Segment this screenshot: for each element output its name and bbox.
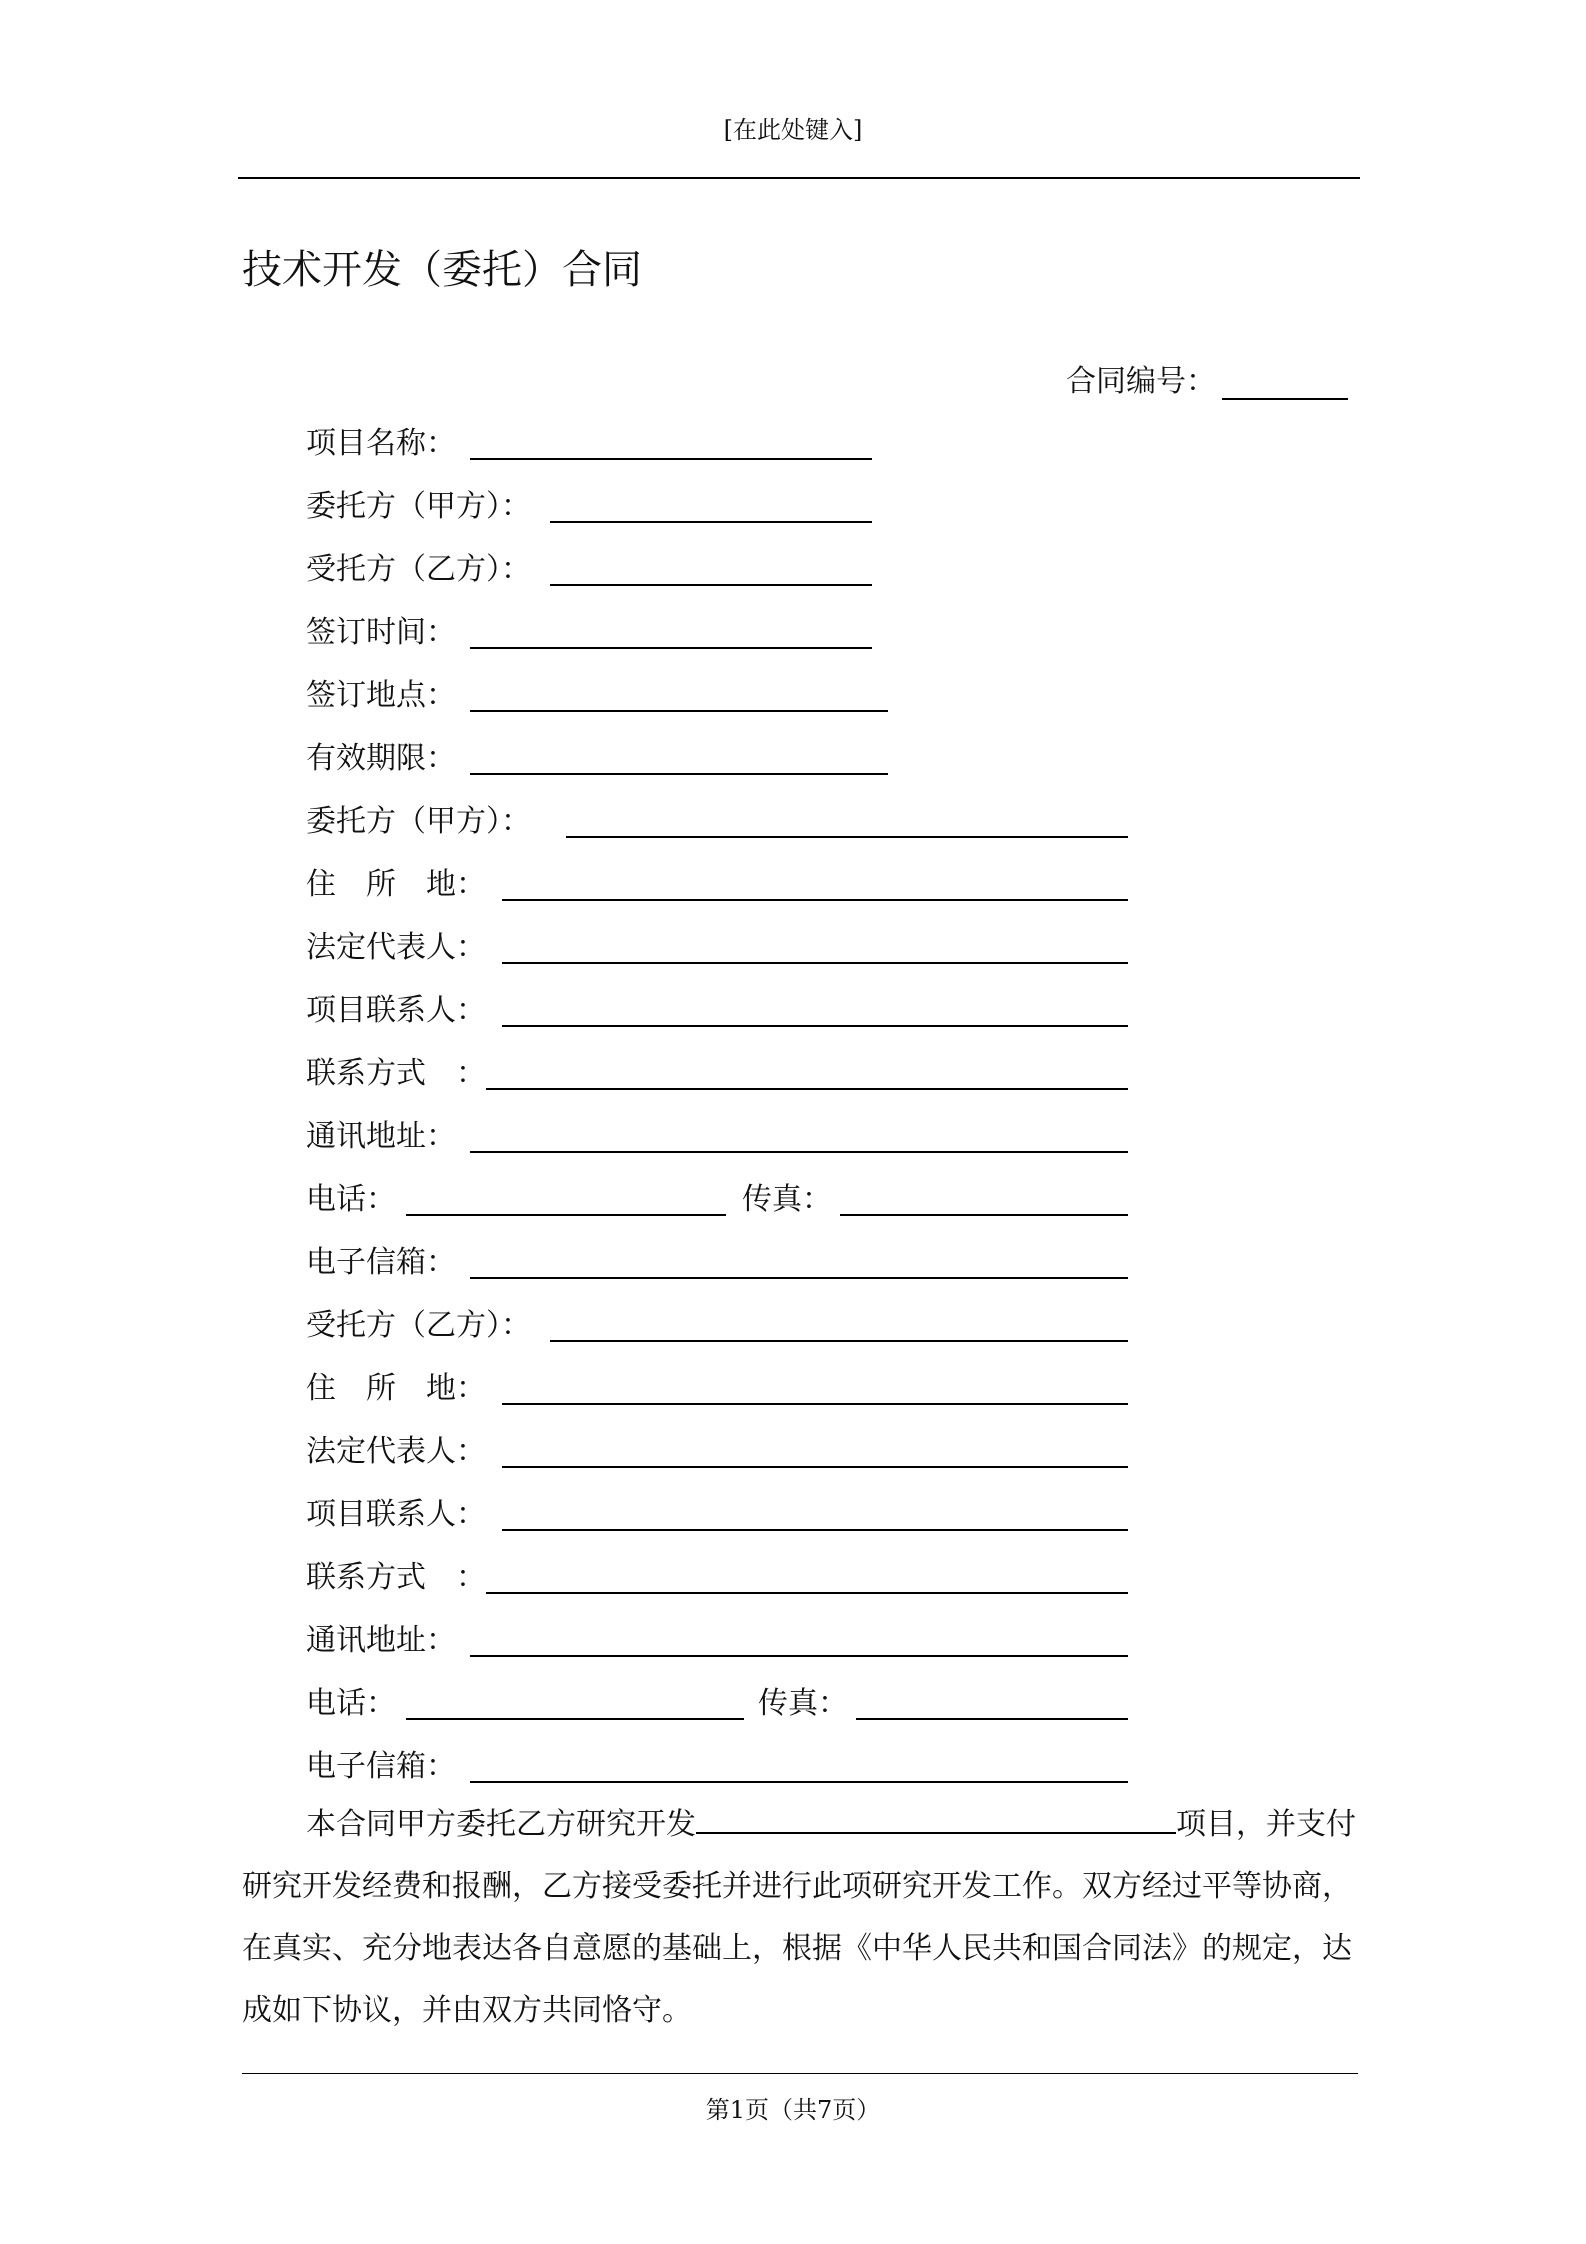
field-client xyxy=(306,481,1426,525)
field-label: 电子信箱： xyxy=(306,1749,456,1784)
party-a-legal-rep xyxy=(306,922,1426,966)
field-blank[interactable] xyxy=(470,710,888,712)
field-validity xyxy=(306,733,1426,777)
field-sign-place xyxy=(306,670,1426,714)
field-label: 法定代表人： xyxy=(306,1434,486,1469)
field-label: 委托方（甲方）： xyxy=(306,489,531,524)
field-blank[interactable] xyxy=(550,584,872,586)
field-label: 住 所 地： xyxy=(306,867,486,902)
fax-label: 传真： xyxy=(758,1686,848,1721)
party-a-address xyxy=(306,859,1426,903)
field-blank[interactable] xyxy=(502,1529,1128,1531)
header-rule xyxy=(238,177,1360,179)
field-blank[interactable] xyxy=(550,521,872,523)
field-blank[interactable] xyxy=(470,458,872,460)
phone-blank[interactable] xyxy=(406,1214,726,1216)
field-blank[interactable] xyxy=(470,647,872,649)
party-b-address xyxy=(306,1363,1426,1407)
contract-number-label: 合同编号： xyxy=(1066,364,1216,399)
party-b-legal-rep xyxy=(306,1426,1426,1470)
field-blank[interactable] xyxy=(470,773,888,775)
party-b-mail-address xyxy=(306,1615,1426,1659)
party-a-contact-method xyxy=(306,1048,1426,1092)
field-blank[interactable] xyxy=(502,1403,1128,1405)
field-label: 联系方式 ： xyxy=(306,1560,486,1595)
field-blank[interactable] xyxy=(486,1088,1128,1090)
field-blank[interactable] xyxy=(502,899,1128,901)
page-header: [在此处键入] xyxy=(723,116,863,144)
fax-blank[interactable] xyxy=(856,1718,1128,1720)
field-label: 有效期限： xyxy=(306,741,456,776)
party-b-contact-method xyxy=(306,1552,1426,1596)
field-project-name xyxy=(306,418,1426,462)
field-blank[interactable] xyxy=(502,1466,1128,1468)
field-contractor xyxy=(306,544,1426,588)
field-label: 项目联系人： xyxy=(306,993,486,1028)
field-blank[interactable] xyxy=(566,836,1128,838)
field-blank[interactable] xyxy=(470,1151,1128,1153)
fax-blank[interactable] xyxy=(840,1214,1128,1216)
fax-label: 传真： xyxy=(742,1182,832,1217)
field-label: 委托方（甲方）： xyxy=(306,804,531,839)
page-footer: 第1页（共7页） xyxy=(705,2096,881,2124)
party-a-contact-person xyxy=(306,985,1426,1029)
field-blank[interactable] xyxy=(470,1655,1128,1657)
field-label: 通讯地址： xyxy=(306,1119,456,1154)
field-label: 项目名称： xyxy=(306,426,456,461)
party-a-phone-fax xyxy=(306,1174,1426,1218)
field-blank[interactable] xyxy=(502,962,1128,964)
field-blank[interactable] xyxy=(502,1025,1128,1027)
preamble-part1: 本合同甲方委托乙方研究开发 xyxy=(306,1807,696,1842)
document-title: 技术开发（委托）合同 xyxy=(242,247,642,293)
preamble-part2: 项目，并支付研究开发经费和报酬，乙方接受委托并进行此项研究开发工作。双方经过平等协商，在真实、充分地表达各自意愿的基础上，根据《中华人民共和国合同法》的规定，达成如下协议，并由双方共同恪守。 xyxy=(242,1807,1356,2028)
field-blank[interactable] xyxy=(470,1781,1128,1783)
field-blank[interactable] xyxy=(486,1592,1128,1594)
party-a-heading xyxy=(306,796,1426,840)
field-label: 法定代表人： xyxy=(306,930,486,965)
field-blank[interactable] xyxy=(550,1340,1128,1342)
field-blank[interactable] xyxy=(470,1277,1128,1279)
contract-number-blank[interactable] xyxy=(1222,397,1348,400)
party-a-mail-address xyxy=(306,1111,1426,1155)
field-sign-date xyxy=(306,607,1426,651)
contract-number xyxy=(1066,356,1348,400)
party-b-phone-fax xyxy=(306,1678,1426,1722)
field-label: 住 所 地： xyxy=(306,1371,486,1406)
field-label: 电话： xyxy=(306,1686,396,1721)
party-b-contact-person xyxy=(306,1489,1426,1533)
party-b-email xyxy=(306,1741,1426,1785)
field-label: 电话： xyxy=(306,1182,396,1217)
field-label: 受托方（乙方）： xyxy=(306,552,531,587)
field-label: 通讯地址： xyxy=(306,1623,456,1658)
party-b-heading xyxy=(306,1300,1426,1344)
project-name-blank[interactable] xyxy=(696,1802,1176,1834)
field-label: 项目联系人： xyxy=(306,1497,486,1532)
party-a-email xyxy=(306,1237,1426,1281)
field-label: 受托方（乙方）： xyxy=(306,1308,531,1343)
phone-blank[interactable] xyxy=(406,1718,744,1720)
field-label: 签订时间： xyxy=(306,615,456,650)
footer-rule xyxy=(242,2073,1358,2074)
field-label: 联系方式 ： xyxy=(306,1056,486,1091)
preamble-paragraph xyxy=(242,1794,1358,2042)
field-label: 签订地点： xyxy=(306,678,456,713)
field-label: 电子信箱： xyxy=(306,1245,456,1280)
